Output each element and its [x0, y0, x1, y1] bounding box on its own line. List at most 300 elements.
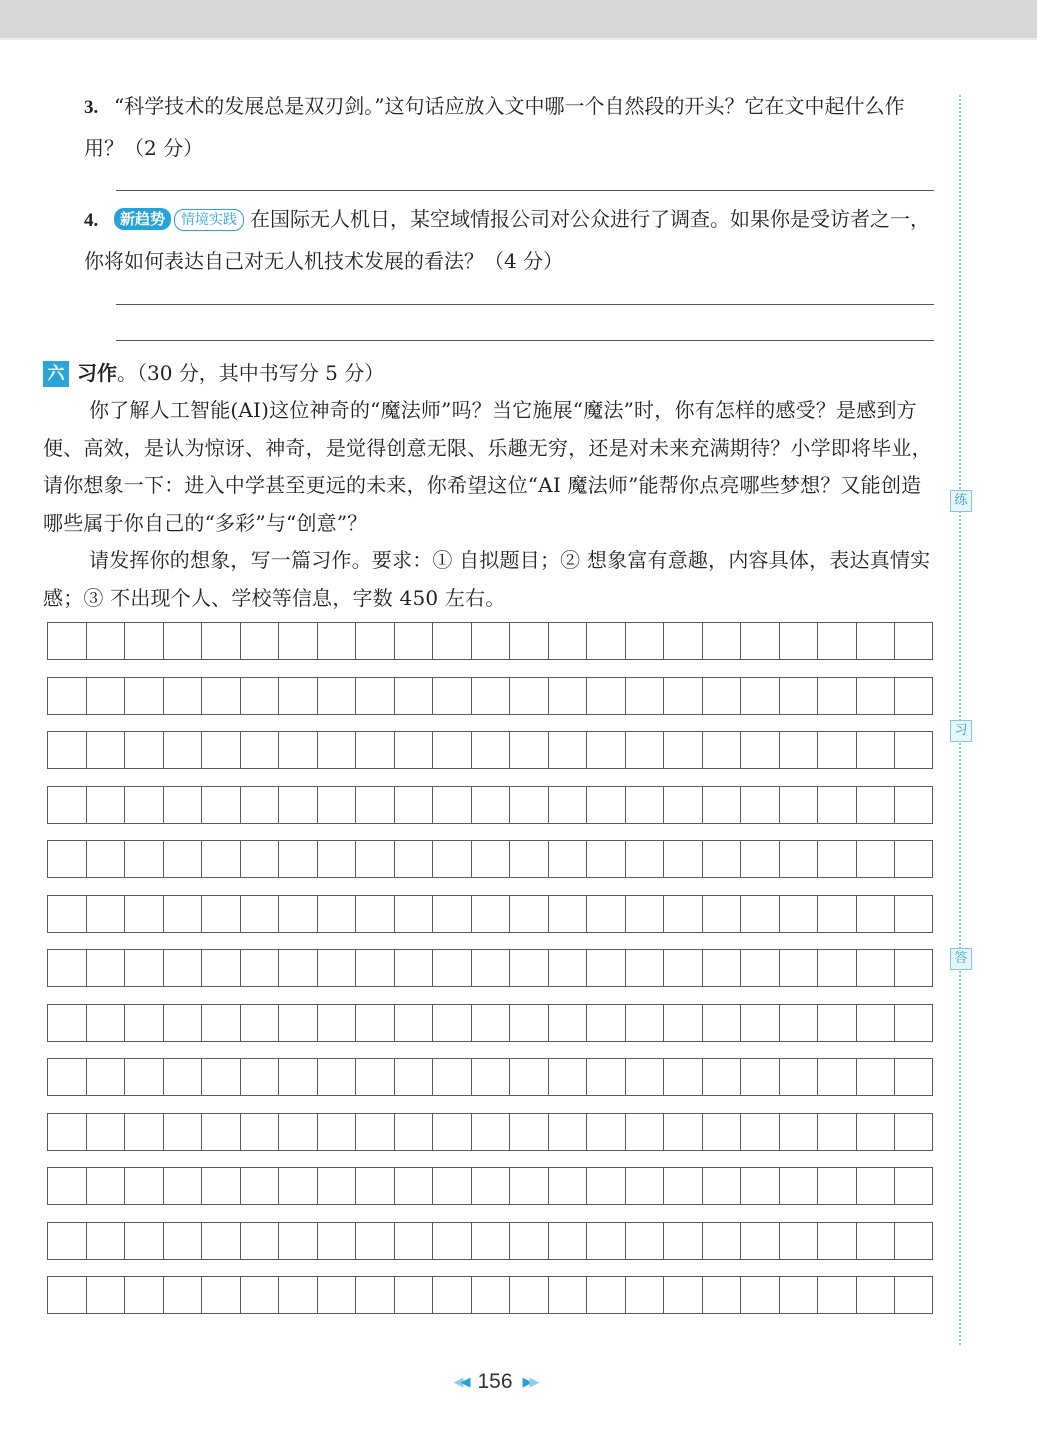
grid-cell[interactable]	[124, 623, 163, 659]
grid-cell[interactable]	[894, 678, 933, 714]
grid-cell[interactable]	[355, 950, 394, 986]
grid-cell[interactable]	[124, 950, 163, 986]
grid-cell[interactable]	[471, 623, 510, 659]
grid-cell[interactable]	[779, 678, 818, 714]
grid-cell[interactable]	[394, 1059, 433, 1095]
grid-cell[interactable]	[817, 787, 856, 823]
grid-cell[interactable]	[432, 787, 471, 823]
grid-cell[interactable]	[509, 841, 548, 877]
grid-cell[interactable]	[394, 1005, 433, 1041]
grid-cell[interactable]	[86, 950, 125, 986]
grid-cell[interactable]	[509, 950, 548, 986]
grid-cell[interactable]	[894, 1114, 933, 1150]
grid-cell[interactable]	[740, 841, 779, 877]
grid-cell[interactable]	[471, 950, 510, 986]
grid-cell[interactable]	[625, 950, 664, 986]
grid-cell[interactable]	[432, 1223, 471, 1259]
grid-cell[interactable]	[86, 1168, 125, 1204]
grid-cell[interactable]	[86, 1223, 125, 1259]
grid-cell[interactable]	[663, 950, 702, 986]
grid-cell[interactable]	[625, 896, 664, 932]
grid-cell[interactable]	[471, 1114, 510, 1150]
grid-cell[interactable]	[586, 841, 625, 877]
grid-cell[interactable]	[817, 1168, 856, 1204]
grid-cell[interactable]	[509, 1223, 548, 1259]
grid-cell[interactable]	[201, 732, 240, 768]
grid-cell[interactable]	[394, 841, 433, 877]
grid-cell[interactable]	[86, 732, 125, 768]
grid-cell[interactable]	[740, 623, 779, 659]
grid-cell[interactable]	[240, 1223, 279, 1259]
grid-cell[interactable]	[663, 896, 702, 932]
grid-cell[interactable]	[625, 787, 664, 823]
grid-cell[interactable]	[47, 1005, 86, 1041]
grid-cell[interactable]	[355, 1223, 394, 1259]
grid-cell[interactable]	[817, 623, 856, 659]
grid-cell[interactable]	[432, 732, 471, 768]
grid-cell[interactable]	[817, 1114, 856, 1150]
grid-cell[interactable]	[86, 623, 125, 659]
grid-cell[interactable]	[740, 1223, 779, 1259]
grid-cell[interactable]	[163, 841, 202, 877]
grid-cell[interactable]	[856, 1059, 895, 1095]
grid-cell[interactable]	[240, 1005, 279, 1041]
grid-cell[interactable]	[740, 1059, 779, 1095]
grid-cell[interactable]	[663, 1168, 702, 1204]
grid-cell[interactable]	[509, 1277, 548, 1313]
grid-cell[interactable]	[86, 678, 125, 714]
grid-cell[interactable]	[894, 732, 933, 768]
answer-line[interactable]	[116, 304, 934, 305]
grid-cell[interactable]	[163, 950, 202, 986]
grid-cell[interactable]	[163, 623, 202, 659]
grid-cell[interactable]	[317, 841, 356, 877]
grid-cell[interactable]	[779, 1223, 818, 1259]
grid-cell[interactable]	[240, 1168, 279, 1204]
grid-cell[interactable]	[278, 1277, 317, 1313]
grid-cell[interactable]	[856, 623, 895, 659]
grid-cell[interactable]	[47, 623, 86, 659]
grid-cell[interactable]	[432, 1114, 471, 1150]
grid-cell[interactable]	[663, 841, 702, 877]
grid-cell[interactable]	[586, 896, 625, 932]
grid-cell[interactable]	[586, 1059, 625, 1095]
grid-cell[interactable]	[201, 1059, 240, 1095]
grid-cell[interactable]	[548, 787, 587, 823]
grid-cell[interactable]	[509, 896, 548, 932]
grid-cell[interactable]	[163, 787, 202, 823]
grid-cell[interactable]	[278, 896, 317, 932]
grid-cell[interactable]	[663, 1277, 702, 1313]
grid-cell[interactable]	[625, 732, 664, 768]
grid-cell[interactable]	[702, 841, 741, 877]
grid-cell[interactable]	[317, 896, 356, 932]
grid-cell[interactable]	[894, 623, 933, 659]
grid-cell[interactable]	[124, 732, 163, 768]
grid-cell[interactable]	[394, 1114, 433, 1150]
grid-cell[interactable]	[432, 1168, 471, 1204]
grid-cell[interactable]	[856, 841, 895, 877]
grid-cell[interactable]	[586, 1277, 625, 1313]
grid-cell[interactable]	[548, 623, 587, 659]
grid-cell[interactable]	[625, 841, 664, 877]
grid-cell[interactable]	[817, 1223, 856, 1259]
grid-cell[interactable]	[548, 1005, 587, 1041]
grid-cell[interactable]	[432, 1005, 471, 1041]
grid-cell[interactable]	[702, 1223, 741, 1259]
grid-cell[interactable]	[240, 841, 279, 877]
grid-cell[interactable]	[163, 732, 202, 768]
grid-cell[interactable]	[432, 1059, 471, 1095]
grid-cell[interactable]	[779, 1168, 818, 1204]
grid-cell[interactable]	[548, 896, 587, 932]
grid-cell[interactable]	[124, 1114, 163, 1150]
grid-cell[interactable]	[817, 1005, 856, 1041]
answer-line[interactable]	[116, 190, 934, 191]
grid-cell[interactable]	[47, 787, 86, 823]
grid-cell[interactable]	[663, 732, 702, 768]
grid-cell[interactable]	[856, 950, 895, 986]
grid-cell[interactable]	[586, 1005, 625, 1041]
grid-cell[interactable]	[894, 896, 933, 932]
grid-cell[interactable]	[240, 1114, 279, 1150]
grid-cell[interactable]	[471, 896, 510, 932]
grid-cell[interactable]	[394, 732, 433, 768]
grid-cell[interactable]	[548, 841, 587, 877]
grid-cell[interactable]	[355, 732, 394, 768]
grid-cell[interactable]	[47, 841, 86, 877]
grid-cell[interactable]	[702, 1005, 741, 1041]
grid-cell[interactable]	[625, 1005, 664, 1041]
grid-cell[interactable]	[240, 950, 279, 986]
grid-cell[interactable]	[856, 1277, 895, 1313]
grid-cell[interactable]	[355, 1059, 394, 1095]
grid-cell[interactable]	[625, 1114, 664, 1150]
grid-cell[interactable]	[317, 1059, 356, 1095]
grid-cell[interactable]	[317, 1277, 356, 1313]
grid-cell[interactable]	[163, 1114, 202, 1150]
grid-cell[interactable]	[163, 1168, 202, 1204]
grid-cell[interactable]	[124, 841, 163, 877]
grid-cell[interactable]	[394, 950, 433, 986]
grid-cell[interactable]	[278, 1223, 317, 1259]
grid-cell[interactable]	[817, 950, 856, 986]
grid-cell[interactable]	[509, 1168, 548, 1204]
grid-cell[interactable]	[856, 1223, 895, 1259]
grid-cell[interactable]	[47, 1223, 86, 1259]
grid-cell[interactable]	[779, 787, 818, 823]
grid-cell[interactable]	[586, 1114, 625, 1150]
grid-cell[interactable]	[779, 623, 818, 659]
grid-cell[interactable]	[240, 732, 279, 768]
grid-cell[interactable]	[240, 678, 279, 714]
grid-cell[interactable]	[548, 1223, 587, 1259]
grid-cell[interactable]	[702, 787, 741, 823]
grid-cell[interactable]	[201, 1114, 240, 1150]
grid-cell[interactable]	[317, 950, 356, 986]
grid-cell[interactable]	[47, 950, 86, 986]
grid-cell[interactable]	[201, 1277, 240, 1313]
grid-cell[interactable]	[702, 623, 741, 659]
grid-cell[interactable]	[394, 1168, 433, 1204]
grid-cell[interactable]	[740, 896, 779, 932]
grid-cell[interactable]	[86, 896, 125, 932]
grid-cell[interactable]	[817, 896, 856, 932]
grid-cell[interactable]	[856, 1168, 895, 1204]
grid-cell[interactable]	[201, 841, 240, 877]
grid-cell[interactable]	[471, 787, 510, 823]
grid-cell[interactable]	[509, 678, 548, 714]
grid-cell[interactable]	[240, 1059, 279, 1095]
grid-cell[interactable]	[471, 732, 510, 768]
grid-cell[interactable]	[663, 623, 702, 659]
grid-cell[interactable]	[856, 1114, 895, 1150]
grid-cell[interactable]	[240, 623, 279, 659]
grid-cell[interactable]	[586, 732, 625, 768]
grid-cell[interactable]	[394, 1223, 433, 1259]
grid-cell[interactable]	[779, 732, 818, 768]
grid-cell[interactable]	[856, 896, 895, 932]
grid-cell[interactable]	[509, 787, 548, 823]
grid-cell[interactable]	[124, 1223, 163, 1259]
grid-cell[interactable]	[740, 787, 779, 823]
grid-cell[interactable]	[779, 950, 818, 986]
grid-cell[interactable]	[163, 896, 202, 932]
grid-cell[interactable]	[355, 841, 394, 877]
grid-cell[interactable]	[856, 732, 895, 768]
grid-cell[interactable]	[163, 1005, 202, 1041]
grid-cell[interactable]	[471, 1277, 510, 1313]
grid-cell[interactable]	[779, 1114, 818, 1150]
grid-cell[interactable]	[779, 841, 818, 877]
grid-cell[interactable]	[586, 1223, 625, 1259]
grid-cell[interactable]	[702, 1114, 741, 1150]
grid-cell[interactable]	[278, 1005, 317, 1041]
grid-cell[interactable]	[548, 1168, 587, 1204]
grid-cell[interactable]	[317, 732, 356, 768]
grid-cell[interactable]	[201, 1168, 240, 1204]
grid-cell[interactable]	[663, 1114, 702, 1150]
grid-cell[interactable]	[240, 896, 279, 932]
grid-cell[interactable]	[625, 1059, 664, 1095]
grid-cell[interactable]	[317, 1223, 356, 1259]
grid-cell[interactable]	[317, 1005, 356, 1041]
grid-cell[interactable]	[509, 623, 548, 659]
grid-cell[interactable]	[817, 732, 856, 768]
grid-cell[interactable]	[124, 1277, 163, 1313]
grid-cell[interactable]	[471, 841, 510, 877]
grid-cell[interactable]	[779, 1005, 818, 1041]
grid-cell[interactable]	[702, 896, 741, 932]
grid-cell[interactable]	[856, 787, 895, 823]
grid-cell[interactable]	[432, 841, 471, 877]
grid-cell[interactable]	[201, 950, 240, 986]
grid-cell[interactable]	[548, 678, 587, 714]
grid-cell[interactable]	[278, 950, 317, 986]
grid-cell[interactable]	[317, 787, 356, 823]
grid-cell[interactable]	[278, 787, 317, 823]
grid-cell[interactable]	[278, 732, 317, 768]
grid-cell[interactable]	[856, 1005, 895, 1041]
answer-line[interactable]	[116, 340, 934, 341]
grid-cell[interactable]	[317, 623, 356, 659]
grid-cell[interactable]	[702, 1059, 741, 1095]
grid-cell[interactable]	[856, 678, 895, 714]
grid-cell[interactable]	[47, 1168, 86, 1204]
grid-cell[interactable]	[740, 1114, 779, 1150]
grid-cell[interactable]	[124, 896, 163, 932]
grid-cell[interactable]	[817, 841, 856, 877]
grid-cell[interactable]	[432, 1277, 471, 1313]
grid-cell[interactable]	[586, 1168, 625, 1204]
grid-cell[interactable]	[394, 1277, 433, 1313]
grid-cell[interactable]	[548, 1114, 587, 1150]
grid-cell[interactable]	[625, 623, 664, 659]
grid-cell[interactable]	[894, 1005, 933, 1041]
grid-cell[interactable]	[355, 1005, 394, 1041]
grid-cell[interactable]	[240, 1277, 279, 1313]
grid-cell[interactable]	[740, 950, 779, 986]
grid-cell[interactable]	[278, 623, 317, 659]
grid-cell[interactable]	[586, 678, 625, 714]
grid-cell[interactable]	[124, 1168, 163, 1204]
grid-cell[interactable]	[663, 787, 702, 823]
grid-cell[interactable]	[278, 1059, 317, 1095]
grid-cell[interactable]	[702, 950, 741, 986]
grid-cell[interactable]	[509, 732, 548, 768]
grid-cell[interactable]	[317, 678, 356, 714]
grid-cell[interactable]	[163, 678, 202, 714]
grid-cell[interactable]	[394, 678, 433, 714]
grid-cell[interactable]	[509, 1114, 548, 1150]
grid-cell[interactable]	[317, 1114, 356, 1150]
grid-cell[interactable]	[702, 732, 741, 768]
grid-cell[interactable]	[548, 732, 587, 768]
grid-cell[interactable]	[740, 732, 779, 768]
grid-cell[interactable]	[471, 1005, 510, 1041]
grid-cell[interactable]	[471, 1223, 510, 1259]
grid-cell[interactable]	[432, 950, 471, 986]
grid-cell[interactable]	[740, 1005, 779, 1041]
grid-cell[interactable]	[779, 1059, 818, 1095]
grid-cell[interactable]	[625, 1223, 664, 1259]
grid-cell[interactable]	[586, 950, 625, 986]
grid-cell[interactable]	[817, 678, 856, 714]
grid-cell[interactable]	[548, 950, 587, 986]
grid-cell[interactable]	[47, 1059, 86, 1095]
grid-cell[interactable]	[509, 1059, 548, 1095]
grid-cell[interactable]	[740, 1168, 779, 1204]
grid-cell[interactable]	[702, 678, 741, 714]
grid-cell[interactable]	[47, 1277, 86, 1313]
grid-cell[interactable]	[894, 1223, 933, 1259]
grid-cell[interactable]	[86, 841, 125, 877]
grid-cell[interactable]	[394, 787, 433, 823]
grid-cell[interactable]	[163, 1059, 202, 1095]
grid-cell[interactable]	[432, 896, 471, 932]
grid-cell[interactable]	[355, 678, 394, 714]
grid-cell[interactable]	[663, 1059, 702, 1095]
grid-cell[interactable]	[201, 1005, 240, 1041]
grid-cell[interactable]	[894, 950, 933, 986]
grid-cell[interactable]	[625, 1277, 664, 1313]
grid-cell[interactable]	[663, 1223, 702, 1259]
grid-cell[interactable]	[394, 896, 433, 932]
grid-cell[interactable]	[432, 678, 471, 714]
grid-cell[interactable]	[471, 678, 510, 714]
grid-cell[interactable]	[817, 1059, 856, 1095]
grid-cell[interactable]	[817, 1277, 856, 1313]
grid-cell[interactable]	[779, 1277, 818, 1313]
grid-cell[interactable]	[47, 678, 86, 714]
grid-cell[interactable]	[394, 623, 433, 659]
grid-cell[interactable]	[86, 1114, 125, 1150]
grid-cell[interactable]	[740, 1277, 779, 1313]
grid-cell[interactable]	[894, 841, 933, 877]
grid-cell[interactable]	[355, 623, 394, 659]
grid-cell[interactable]	[355, 787, 394, 823]
grid-cell[interactable]	[124, 1005, 163, 1041]
grid-cell[interactable]	[894, 1168, 933, 1204]
grid-cell[interactable]	[278, 1168, 317, 1204]
grid-cell[interactable]	[201, 787, 240, 823]
grid-cell[interactable]	[86, 787, 125, 823]
grid-cell[interactable]	[663, 1005, 702, 1041]
grid-cell[interactable]	[163, 1223, 202, 1259]
grid-cell[interactable]	[124, 1059, 163, 1095]
grid-cell[interactable]	[663, 678, 702, 714]
grid-cell[interactable]	[163, 1277, 202, 1313]
grid-cell[interactable]	[625, 1168, 664, 1204]
grid-cell[interactable]	[894, 1059, 933, 1095]
grid-cell[interactable]	[278, 678, 317, 714]
grid-cell[interactable]	[47, 896, 86, 932]
grid-cell[interactable]	[548, 1059, 587, 1095]
grid-cell[interactable]	[201, 896, 240, 932]
grid-cell[interactable]	[586, 623, 625, 659]
grid-cell[interactable]	[317, 1168, 356, 1204]
grid-cell[interactable]	[278, 1114, 317, 1150]
grid-cell[interactable]	[201, 623, 240, 659]
grid-cell[interactable]	[201, 1223, 240, 1259]
grid-cell[interactable]	[47, 732, 86, 768]
grid-cell[interactable]	[124, 787, 163, 823]
grid-cell[interactable]	[625, 678, 664, 714]
grid-cell[interactable]	[47, 1114, 86, 1150]
grid-cell[interactable]	[586, 787, 625, 823]
grid-cell[interactable]	[86, 1059, 125, 1095]
grid-cell[interactable]	[86, 1005, 125, 1041]
grid-cell[interactable]	[240, 787, 279, 823]
grid-cell[interactable]	[278, 841, 317, 877]
grid-cell[interactable]	[740, 678, 779, 714]
grid-cell[interactable]	[702, 1168, 741, 1204]
grid-cell[interactable]	[894, 1277, 933, 1313]
grid-cell[interactable]	[432, 623, 471, 659]
grid-cell[interactable]	[86, 1277, 125, 1313]
grid-cell[interactable]	[355, 1114, 394, 1150]
grid-cell[interactable]	[355, 896, 394, 932]
grid-cell[interactable]	[894, 787, 933, 823]
grid-cell[interactable]	[779, 896, 818, 932]
grid-cell[interactable]	[355, 1168, 394, 1204]
grid-cell[interactable]	[355, 1277, 394, 1313]
grid-cell[interactable]	[509, 1005, 548, 1041]
grid-cell[interactable]	[124, 678, 163, 714]
grid-cell[interactable]	[471, 1168, 510, 1204]
grid-cell[interactable]	[548, 1277, 587, 1313]
grid-cell[interactable]	[702, 1277, 741, 1313]
